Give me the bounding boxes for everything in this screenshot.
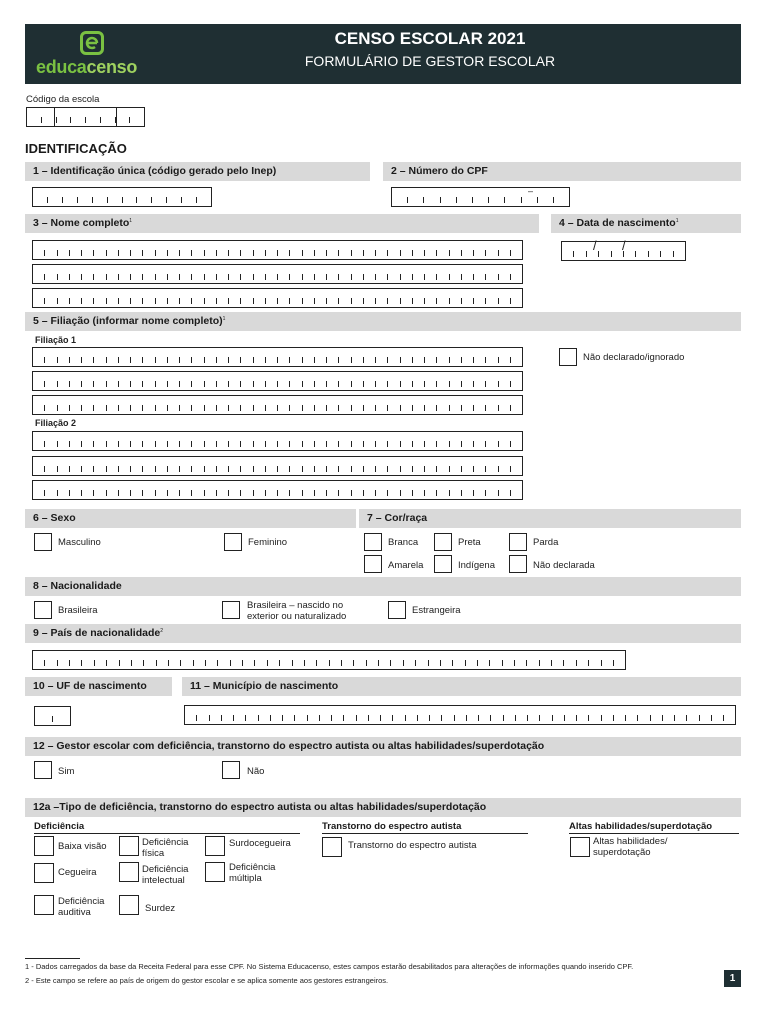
deficiencia-intelectual-label: Deficiência intelectual: [142, 864, 189, 886]
surdocegueira-checkbox[interactable]: [205, 836, 225, 856]
field-5-bar: 5 – Filiação (informar nome completo)$^1$: [25, 312, 741, 331]
field-3-bar: 3 – Nome completo$^1$: [25, 214, 539, 233]
full-name-line-3[interactable]: [32, 288, 523, 308]
baixa-visao-checkbox[interactable]: [34, 836, 54, 856]
surdez-label: Surdez: [145, 903, 176, 914]
form-title: CENSO ESCOLAR 2021: [334, 29, 526, 48]
tea-column-header: Transtorno do espectro autista: [322, 821, 528, 834]
inep-id-input[interactable]: [32, 187, 212, 207]
sexo-masculino-checkbox[interactable]: [34, 533, 52, 551]
cpf-input[interactable]: [391, 187, 570, 207]
tea-label: Transtorno do espectro autista: [348, 840, 477, 851]
footnote-divider: [25, 958, 80, 959]
section-title: IDENTIFICAÇÃO: [25, 141, 127, 156]
field-8-bar: 8 – Nacionalidade: [25, 577, 741, 596]
filiacao-1-line-2[interactable]: [32, 371, 523, 391]
deficiencia-nao-label: Não: [247, 766, 265, 777]
footnote-1-mark: 1: [675, 218, 679, 224]
pais-nacionalidade-input[interactable]: [32, 650, 626, 670]
cor-preta-checkbox[interactable]: [434, 533, 452, 551]
cor-branca-checkbox[interactable]: [364, 533, 382, 551]
nac-brasileira-checkbox[interactable]: [34, 601, 52, 619]
uf-nascimento-input[interactable]: [34, 706, 71, 726]
filiacao-2-line-3[interactable]: [32, 480, 523, 500]
cor-indigena-label: Indígena: [458, 560, 495, 571]
date-slash: /: [593, 238, 597, 253]
sexo-feminino-label: Feminino: [248, 537, 288, 548]
deficiencia-sim-label: Sim: [58, 766, 75, 777]
deficiencia-fisica-checkbox[interactable]: [119, 836, 139, 856]
deficiencia-auditiva-checkbox[interactable]: [34, 895, 54, 915]
surdocegueira-label: Surdocegueira: [229, 838, 291, 849]
field-2-bar: 2 – Número do CPF: [383, 162, 741, 181]
cegueira-label: Cegueira: [58, 867, 97, 878]
nac-estrangeira-checkbox[interactable]: [388, 601, 406, 619]
nac-brasileira-exterior-checkbox[interactable]: [222, 601, 240, 619]
educacenso-logo-icon: [80, 31, 104, 55]
date-slash: /: [622, 238, 626, 253]
ah-column-header: Altas habilidades/superdotação: [569, 821, 739, 834]
full-name-line-2[interactable]: [32, 264, 523, 284]
cor-preta-label: Preta: [458, 537, 481, 548]
field-9-bar: 9 – País de nacionalidade$^2$: [25, 624, 741, 643]
surdez-checkbox[interactable]: [119, 895, 139, 915]
cor-nao-declarada-checkbox[interactable]: [509, 555, 527, 573]
municipio-nascimento-input[interactable]: [184, 705, 736, 725]
field-7-bar: 7 – Cor/raça: [359, 509, 741, 528]
footnote-1-mark: 1: [129, 218, 133, 224]
nac-brasileira-label: Brasileira: [58, 605, 98, 616]
deficiencia-intelectual-checkbox[interactable]: [119, 862, 139, 882]
baixa-visao-label: Baixa visão: [58, 841, 107, 852]
deficiencia-multipla-checkbox[interactable]: [205, 862, 225, 882]
filiacao-1-label: Filiação 1: [35, 335, 77, 345]
form-header: [25, 24, 741, 84]
altas-habilidades-checkbox[interactable]: [570, 837, 590, 857]
filiacao-2-line-1[interactable]: [32, 431, 523, 451]
field-4-bar: 4 – Data de nascimento$^1$: [551, 214, 741, 233]
cor-nao-declarada-label: Não declarada: [533, 560, 595, 571]
filiacao-undeclared-checkbox[interactable]: [559, 348, 577, 366]
cor-parda-checkbox[interactable]: [509, 533, 527, 551]
tea-checkbox[interactable]: [322, 837, 342, 857]
footnote-2-mark: 2: [160, 628, 164, 634]
deficiencia-column-header: Deficiência: [34, 821, 300, 834]
altas-habilidades-label: Altas habilidades/ superdotação: [593, 836, 668, 858]
deficiencia-nao-checkbox[interactable]: [222, 761, 240, 779]
cpf-dash: –: [528, 186, 534, 196]
field-6-bar: 6 – Sexo: [25, 509, 356, 528]
deficiencia-fisica-label: Deficiência física: [142, 837, 189, 859]
sexo-masculino-label: Masculino: [58, 537, 101, 548]
footnote-1: 1 - Dados carregados da base da Receita Federal para esse CPF. No Sistema Educacenso, estes campos estarão desabilitados para alterações de informações quando inserido CPF.: [25, 962, 634, 971]
filiacao-2-line-2[interactable]: [32, 456, 523, 476]
field-12-bar: 12 – Gestor escolar com deficiência, transtorno do espectro autista ou altas habilidades/superdotação: [25, 737, 741, 756]
full-name-line-1[interactable]: [32, 240, 523, 260]
field-11-bar: 11 – Município de nascimento: [182, 677, 741, 696]
form-subtitle: FORMULÁRIO DE GESTOR ESCOLAR: [304, 53, 556, 69]
school-code-input[interactable]: [26, 107, 145, 127]
sexo-feminino-checkbox[interactable]: [224, 533, 242, 551]
deficiencia-sim-checkbox[interactable]: [34, 761, 52, 779]
filiacao-1-line-1[interactable]: [32, 347, 523, 367]
page-number: 1: [724, 970, 741, 987]
cor-amarela-checkbox[interactable]: [364, 555, 382, 573]
cegueira-checkbox[interactable]: [34, 863, 54, 883]
cor-parda-label: Parda: [533, 537, 559, 548]
deficiencia-auditiva-label: Deficiência auditiva: [58, 896, 105, 918]
cor-branca-label: Branca: [388, 537, 419, 548]
cor-indigena-checkbox[interactable]: [434, 555, 452, 573]
footnote-1-mark: 1: [222, 316, 226, 322]
filiacao-undeclared-label: Não declarado/ignorado: [583, 352, 685, 363]
field-10-bar: 10 – UF de nascimento: [25, 677, 172, 696]
field-1-bar: 1 – Identificação única (código gerado pelo Inep): [25, 162, 370, 181]
filiacao-1-line-3[interactable]: [32, 395, 523, 415]
filiacao-2-label: Filiação 2: [35, 418, 77, 428]
footnote-2: 2 - Este campo se refere ao país de origem do gestor escolar e se aplica somente aos gestores estrangeiros.: [25, 976, 389, 985]
nac-brasileira-exterior-label: Brasileira – nascido no exterior ou naturalizado: [247, 600, 347, 622]
educacenso-logo-text: educacenso: [36, 57, 138, 77]
cor-amarela-label: Amarela: [388, 560, 424, 571]
field-12a-bar: 12a –Tipo de deficiência, transtorno do espectro autista ou altas habilidades/superdotação: [25, 798, 741, 817]
school-code-label: Código da escola: [26, 94, 100, 105]
deficiencia-multipla-label: Deficiência múltipla: [229, 862, 276, 884]
nac-estrangeira-label: Estrangeira: [412, 605, 461, 616]
